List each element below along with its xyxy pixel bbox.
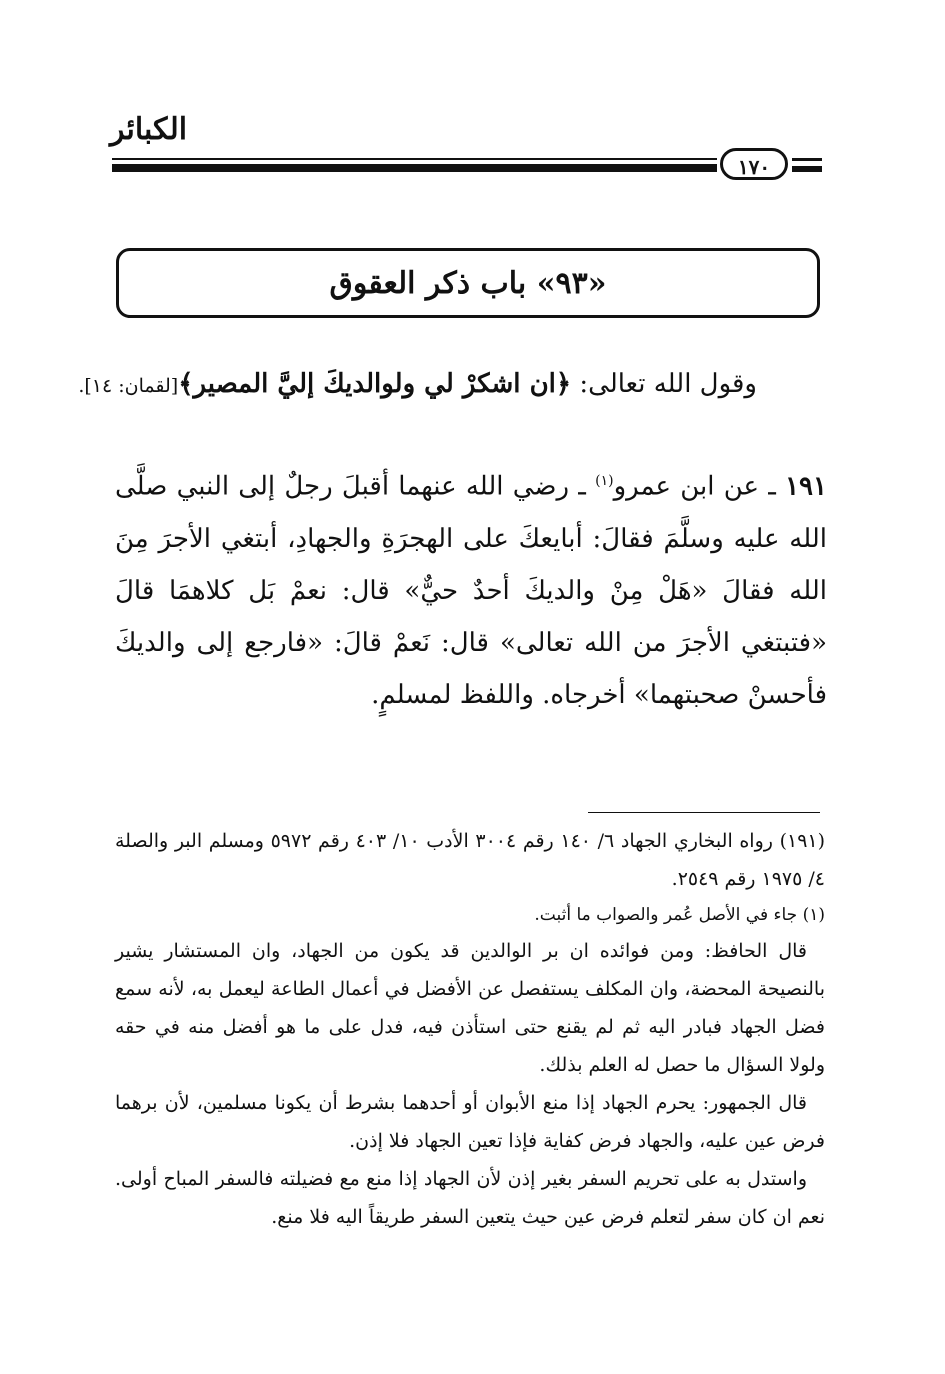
footnote-source bbox=[115, 822, 825, 898]
commentary-paragraph: قال الجمهور: يحرم الجهاد إذا منع الأبوان أو أحدهما بشرط أن يكونا مسلمين، لأن برهما فرض عين عليه، والجهاد فرض كفاية فإذا تعين الجهاد فلا إذن. bbox=[115, 1092, 825, 1152]
hadith-text-part1: ـ عن ابن عمرو bbox=[613, 471, 786, 502]
footnote-separator bbox=[588, 812, 820, 813]
hadith-number: ١٩١ bbox=[785, 471, 827, 502]
commentary-paragraph: قال الحافظ: ومن فوائده ان بر الوالدين قد يكون من الجهاد، وان المستشار يشير بالنصيحة المحضة، وان المكلف يستفصل عن الأفضل في أعمال الطاعة ليعمل به، لأنه سمع فضل الجهاد فبادر اليه ثم لم يقنع حتى استأذن فيه، فدل على ما هو أفضل منه في حقه ولولا السؤال ما حصل له العلم بذلك. bbox=[115, 940, 825, 1076]
chapter-heading-box bbox=[116, 248, 820, 318]
commentary-paragraph: واستدل به على تحريم السفر بغير إذن لأن الجهاد إذا منع مع فضيلته فالسفر المباح أولى. نعم ان كان سفر لتعلم فرض عين حيث يتعين السفر طريقاً اليه فلا منع. bbox=[115, 1168, 825, 1228]
header-rule-thin bbox=[112, 158, 717, 160]
footnote-note-1-text: جاء في الأصل عُمر والصواب ما أثبت. bbox=[534, 905, 798, 925]
footnote-note-1 bbox=[115, 898, 825, 932]
footnote-source-text: رواه البخاري الجهاد ٦/ ١٤٠ رقم ٣٠٠٤ الأدب ١٠/ ٤٠٣ رقم ٥٩٧٢ ومسلم البر والصلة ٤/ ١٩٧٥ رقم ٢٥٤٩. bbox=[115, 830, 825, 890]
verse-quote: ﴿ان اشكرْ لي ولوالديكَ إليَّ المصير﴾ bbox=[178, 369, 572, 399]
footnotes bbox=[115, 822, 825, 1236]
verse-line bbox=[78, 362, 757, 408]
footnote-note-1-marker: (١) bbox=[802, 905, 825, 925]
header-rule-thick bbox=[112, 164, 717, 172]
hadith-text-part2: ـ رضي الله عنهما أقبلَ رجلٌ إلى النبي صلَّى الله عليه وسلَّمَ فقالَ: أبايعكَ على الهجرَةِ والجهادِ، أبتغي الأجرَ مِنَ الله فقالَ «هَلْ مِنْ والديكَ أحدٌ حيٌّ» قال: نعمْ بَل كلاهمَا قالَ «فتبتغي الأجرَ من الله تعالى» قال: نَعمْ قالَ: «فارجع إلى والديكَ فأحسنْ صحبتهما» أخرجاه. واللفظ لمسلمٍ. bbox=[115, 471, 827, 710]
hadith-paragraph bbox=[115, 455, 827, 721]
chapter-title: «٩٣» باب ذكر العقوق bbox=[329, 265, 607, 301]
footnote-source-marker: (١٩١) bbox=[779, 830, 826, 852]
header-rule-ornament bbox=[792, 158, 822, 172]
page-number: ١٧٠ bbox=[720, 148, 788, 180]
running-title: الكبائر bbox=[110, 112, 188, 147]
verse-reference: [لقمان: ١٤]. bbox=[78, 375, 179, 397]
footnote-reference: (١) bbox=[595, 473, 614, 489]
verse-intro: وقول الله تعالى: bbox=[571, 369, 757, 399]
